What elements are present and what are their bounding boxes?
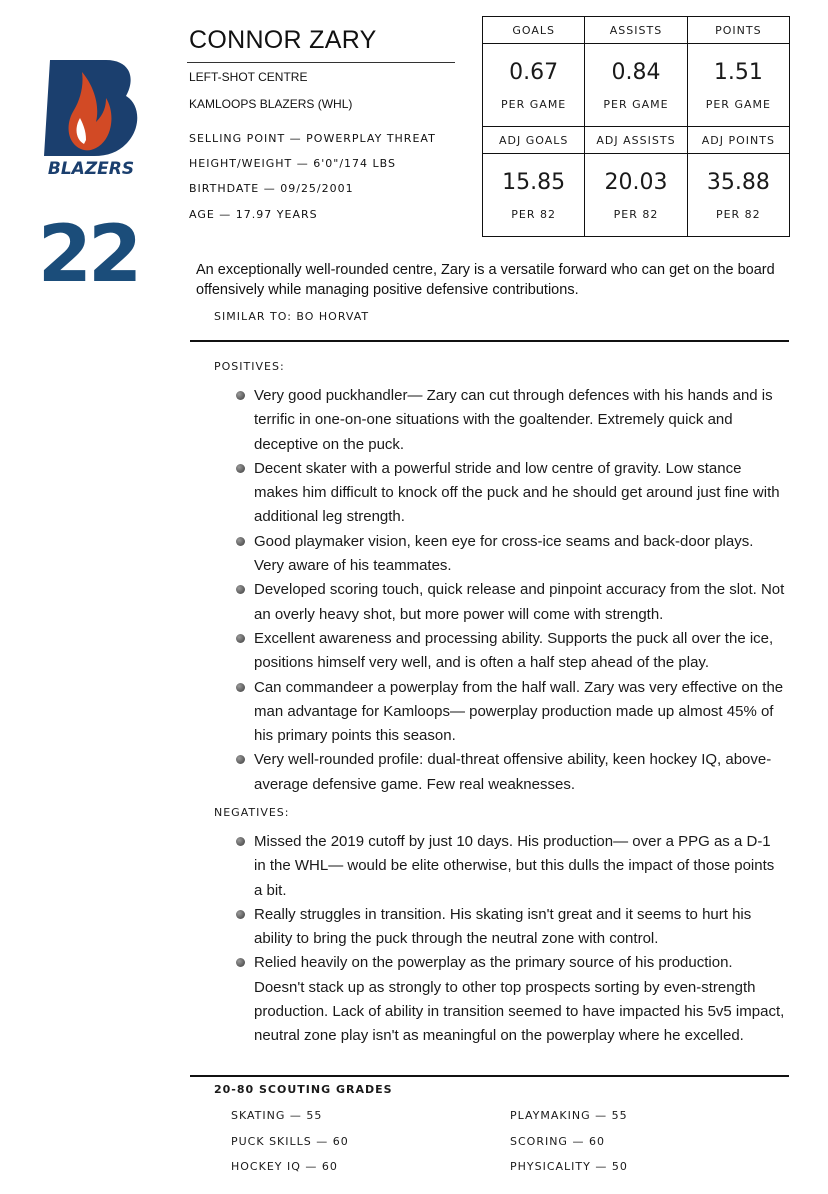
negatives-list <box>236 830 786 1049</box>
stat-unit: PER 82 <box>613 208 659 221</box>
negatives-label: NEGATIVES: <box>214 806 290 819</box>
stat-unit: PER GAME <box>603 98 669 111</box>
grade-puck-skills: PUCK SKILLS — 60 <box>231 1135 349 1148</box>
positives-list <box>236 384 786 797</box>
bullet-icon <box>236 464 245 473</box>
stat-header: ADJ GOALS <box>483 127 585 154</box>
stat-value: 0.84 <box>611 60 661 85</box>
height-weight: HEIGHT/WEIGHT — 6'0"/174 LBS <box>189 157 397 170</box>
negative-text: Missed the 2019 cutoff by just 10 days. His production— over a PPG as a D-1 in the WHL— would be elite otherwise, but this dulls the impact of those points a bit. <box>254 833 775 899</box>
blazers-logo <box>38 56 144 180</box>
stat-value: 20.03 <box>604 170 668 195</box>
negative-text: Relied heavily on the powerplay as the primary source of his production. Doesn't stack up as strongly to other top prospects sorting by even-strength production. Lack of ability in transition seemed to have impacted his 5v5 impact, neutral zone play isn't as meaningful on the powerplay where he excelled. <box>254 954 785 1045</box>
grades-title: 20-80 SCOUTING GRADES <box>214 1083 393 1096</box>
stat-unit: PER 82 <box>511 208 557 221</box>
grade-skating: SKATING — 55 <box>231 1109 323 1122</box>
list-item <box>236 676 786 749</box>
positive-text: Can commandeer a powerplay from the half wall. Zary was very effective on the man advantage for Kamloops— powerplay production made up almost 45% of his primary points this season. <box>254 678 784 745</box>
stat-unit: PER 82 <box>715 208 761 221</box>
negative-text: Really struggles in transition. His skating isn't great and it seems to hurt his ability to bring the puck through the neutral zone with control. <box>254 905 752 948</box>
section-divider <box>190 1075 789 1077</box>
positive-text: Excellent awareness and processing ability. Supports the puck all over the ice, positions himself very well, and is often a half step ahead of the play. <box>254 629 774 672</box>
stats-header-row <box>483 127 790 154</box>
selling-point: SELLING POINT — POWERPLAY THREAT <box>189 132 436 145</box>
bullet-icon <box>236 910 245 919</box>
stats-value-row <box>483 44 790 127</box>
positive-text: Very good puckhandler— Zary can cut through defences with his hands and is terrific in one-on-one situations with the goaltender. Extremely quick and deceptive on the puck. <box>254 387 773 453</box>
stats-table <box>482 16 790 237</box>
list-item <box>236 578 786 627</box>
stat-unit: PER GAME <box>705 98 771 111</box>
stats-value-row <box>483 154 790 237</box>
stat-value: 35.88 <box>706 170 770 195</box>
list-item <box>236 830 786 903</box>
stat-cell <box>483 44 585 127</box>
positive-text: Very well-rounded profile: dual-threat offensive ability, keen hockey IQ, above-average defensive game. Few real weaknesses. <box>254 751 772 793</box>
positive-text: Decent skater with a powerful stride and low centre of gravity. Low stance makes him difficult to knock off the puck and he should get around just fine with additional leg strength. <box>254 459 780 526</box>
stat-value: 1.51 <box>713 60 763 85</box>
bullet-icon <box>236 683 245 692</box>
list-item <box>236 903 786 952</box>
age: AGE — 17.97 YEARS <box>189 208 318 221</box>
list-item <box>236 457 786 530</box>
grade-physicality: PHYSICALITY — 50 <box>510 1160 628 1173</box>
player-position: LEFT-SHOT CENTRE <box>189 70 308 84</box>
bullet-icon <box>236 958 245 967</box>
birthdate: BIRTHDATE — 09/25/2001 <box>189 182 354 195</box>
positive-text: Developed scoring touch, quick release and pinpoint accuracy from the slot. Not an overly heavy shot, but more power will come with strength. <box>254 581 785 623</box>
positives-label: POSITIVES: <box>214 360 285 373</box>
bullet-icon <box>236 837 245 846</box>
stat-cell <box>687 44 789 127</box>
bullet-icon <box>236 755 245 764</box>
stats-header-row <box>483 17 790 44</box>
stat-header: ASSISTS <box>585 17 687 44</box>
stat-cell <box>585 44 687 127</box>
player-summary: An exceptionally well-rounded centre, Zary is a versatile forward who can get on the board offensively while managing positive defensive contributions. <box>196 262 775 298</box>
stat-value: 15.85 <box>502 170 566 195</box>
stat-header: ADJ ASSISTS <box>585 127 687 154</box>
bullet-icon <box>236 634 245 643</box>
stat-header: ADJ POINTS <box>687 127 789 154</box>
grade-hockey-iq: HOCKEY IQ — 60 <box>231 1160 338 1173</box>
list-item <box>236 530 786 579</box>
stat-cell <box>585 154 687 237</box>
stat-value: 0.67 <box>509 60 559 85</box>
jersey-number: 22 <box>37 210 139 300</box>
list-item <box>236 951 786 1048</box>
bullet-icon <box>236 391 245 400</box>
bullet-icon <box>236 537 245 546</box>
stat-cell <box>483 154 585 237</box>
list-item <box>236 627 786 676</box>
bullet-icon <box>236 585 245 594</box>
list-item <box>236 384 786 457</box>
stat-cell <box>687 154 789 237</box>
section-divider <box>190 340 789 342</box>
stat-unit: PER GAME <box>501 98 567 111</box>
grade-scoring: SCORING — 60 <box>510 1135 605 1148</box>
logo-wordmark: BLAZERS <box>47 159 135 179</box>
similar-to: SIMILAR TO: BO HORVAT <box>214 310 370 323</box>
list-item <box>236 748 786 797</box>
player-team: KAMLOOPS BLAZERS (WHL) <box>189 97 353 111</box>
stat-header: POINTS <box>687 17 789 44</box>
grade-playmaking: PLAYMAKING — 55 <box>510 1109 628 1122</box>
positive-text: Good playmaker vision, keen eye for cross-ice seams and back-door plays. Very aware of his teammates. <box>254 532 754 575</box>
player-name: CONNOR ZARY <box>189 26 377 54</box>
name-divider <box>187 62 455 63</box>
stat-header: GOALS <box>483 17 585 44</box>
